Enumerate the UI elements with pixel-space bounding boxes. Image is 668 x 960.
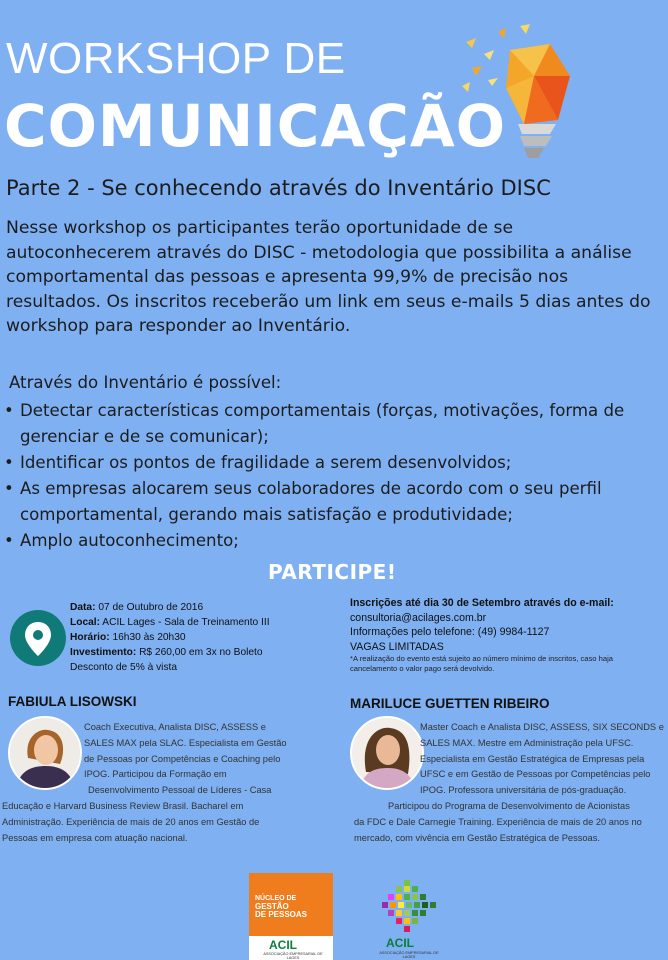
- discount-text: Desconto de 5% à vista: [70, 662, 178, 673]
- bio-line: SALES MAX. Mestre em Administração pela UFSC.: [420, 737, 634, 748]
- bio-line: mercado, com vivência em Gestão Estratégica de Pessoas.: [354, 832, 600, 843]
- speaker-name: MARILUCE GUETTEN RIBEIRO: [350, 696, 550, 711]
- intro-paragraph: Nesse workshop os participantes terão oportunidade de se autoconhecerem através do DISC - metodologia que possibilita a análise comportamental das pessoas e apresenta 99,9% de precisão nos resultados. Os inscritos receberão um link em seus e-mails 5 dias antes do workshop para responder ao Inventário.: [6, 218, 651, 337]
- bio-line: SALES MAX pela SLAC. Especialista em Gestão: [84, 737, 287, 748]
- benefits-heading: Através do Inventário é possível:: [9, 373, 282, 392]
- logo-text: NÚCLEO DE: [255, 895, 297, 902]
- mosaic-icon: [376, 878, 442, 938]
- registration-info: [350, 596, 660, 674]
- speaker-photo: [350, 716, 424, 790]
- bio-line: de Pessoas por Competências e Coaching pelo: [84, 753, 281, 764]
- nucleo-gestao-logo: [249, 873, 333, 960]
- bio-line: Administração. Experiência de mais de 20 anos em Gestão de: [2, 816, 260, 827]
- lightbulb-icon: [458, 24, 578, 164]
- speaker-bio-wrap: [420, 720, 664, 799]
- title-line1: WORKSHOP DE: [6, 34, 346, 83]
- avatar: [352, 718, 422, 788]
- event-info: [70, 600, 270, 675]
- bio-line: UFSC e em Gestão de Pessoas por Competências pelo: [420, 769, 651, 780]
- price-value: R$ 260,00 em 3x no Boleto: [139, 647, 263, 658]
- acil-subtext: ASSOCIAÇÃO EMPRESARIAL DE LAGES: [379, 951, 439, 959]
- bio-line: da FDC e Dale Carnegie Training. Experiência de mais de 20 anos no: [354, 817, 642, 827]
- bio-line: IPOG. Participou da Formação em: [84, 769, 227, 780]
- time-value: 16h30 às 20h30: [112, 632, 186, 643]
- bio-line: Participou do Programa de Desenvolvimento de Acionistas: [388, 801, 630, 811]
- benefits-list: [0, 398, 660, 554]
- list-item: • Identificar os pontos de fragilidade a serem desenvolvidos;: [0, 450, 660, 476]
- logo-text: GESTÃO: [255, 902, 289, 911]
- registration-phone: Informações pelo telefone: (49) 9984-1127: [350, 626, 550, 638]
- bio-line: Desenvolvimento Pessoal de Líderes - Casa: [88, 785, 272, 796]
- speaker-bio-wrap: [354, 815, 642, 847]
- registration-heading: Inscrições até dia 30 de Setembro através do e-mail:: [350, 597, 614, 609]
- list-item: • As empresas alocarem seus colaboradores de acordo com o seu perfil comportamental, gerando mais satisfação e produtividade;: [0, 476, 660, 528]
- avatar: [10, 718, 80, 788]
- date-value: 07 de Outubro de 2016: [98, 602, 204, 613]
- bio-line: Coach Executiva, Analista DISC, ASSESS e: [84, 722, 266, 732]
- bio-line: Especialista em Gestão Estratégica de Empresas pela: [420, 753, 645, 764]
- speaker-bio-wrap: [84, 720, 287, 799]
- local-label: Local:: [70, 617, 101, 628]
- speaker-photo: [8, 716, 82, 790]
- bio-line: IPOG. Professora universitária de pós-graduação.: [420, 785, 627, 796]
- date-label: Data:: [70, 602, 96, 613]
- local-value: ACIL Lages - Sala de Treinamento III: [102, 617, 270, 628]
- speaker-name: FABIULA LISOWSKI: [8, 694, 137, 709]
- acil-logo-text: ACIL: [269, 938, 297, 952]
- participe-heading: PARTICIPE!: [268, 560, 397, 584]
- time-label: Horário:: [70, 632, 110, 643]
- bio-line: Master Coach e Analista DISC, ASSESS, SIX SECONDS e: [420, 722, 664, 732]
- acil-logo: [376, 878, 442, 960]
- bio-line: Pessoas em empresa com atuação nacional.: [2, 832, 188, 843]
- speaker-bio-wrap: [2, 799, 259, 846]
- acil-logo-text: ACIL: [386, 936, 414, 950]
- bio-line: Educação e Harvard Business Review Brasil. Bacharel em: [2, 801, 244, 811]
- limited-spots: VAGAS LIMITADAS: [350, 640, 444, 653]
- registration-note: *A realização do evento está sujeito ao número mínimo de inscritos, caso haja cancelamento o valor pago será devolvido.: [350, 654, 613, 673]
- acil-subtext: ASSOCIAÇÃO EMPRESARIAL DE LAGES: [263, 952, 323, 960]
- subtitle: Parte 2 - Se conhecendo através do Inventário DISC: [6, 176, 551, 200]
- logo-text: DE PESSOAS: [255, 910, 308, 919]
- location-badge: [10, 610, 66, 666]
- list-item: • Detectar características comportamentais (forças, motivações, forma de gerenciar e de se comunicar);: [0, 398, 660, 450]
- map-pin-icon: [10, 610, 66, 666]
- title-line2: COMUNICAÇÃO: [4, 92, 507, 160]
- price-label: Investimento:: [70, 647, 137, 658]
- registration-email[interactable]: consultoria@acilages.com.br: [350, 611, 487, 624]
- list-item: • Amplo autoconhecimento;: [0, 528, 660, 554]
